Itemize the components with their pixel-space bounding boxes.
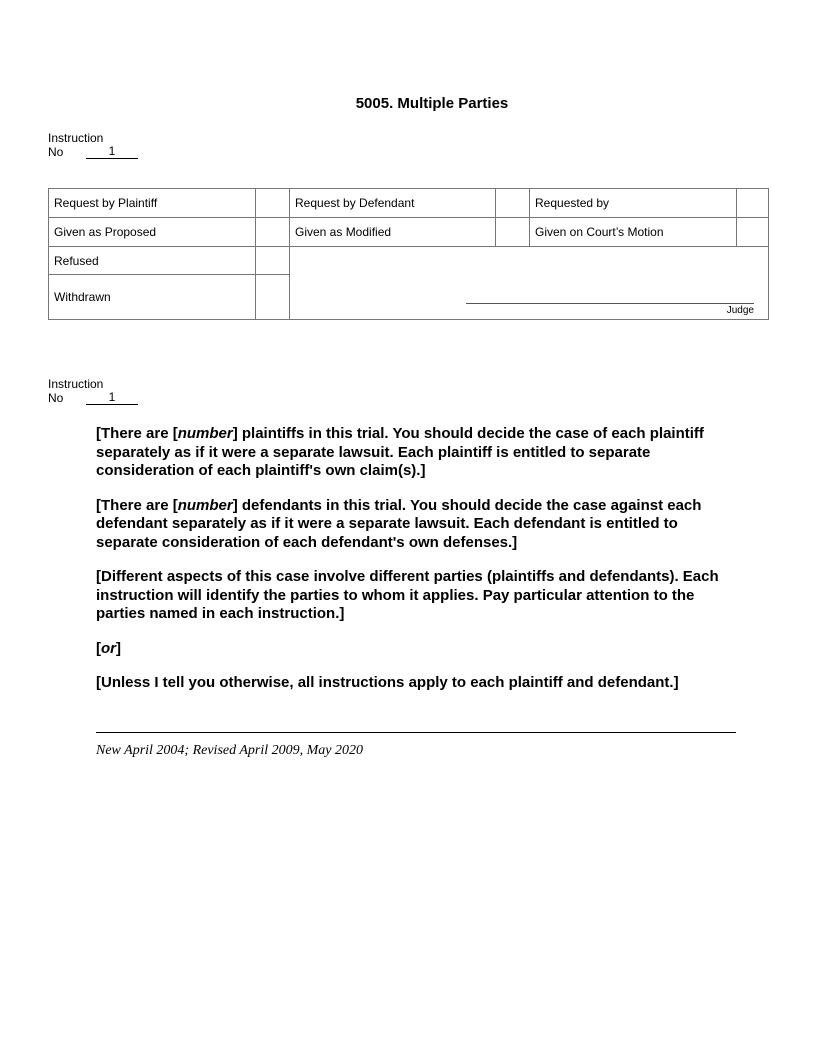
- revision-history: New April 2004; Revised April 2009, May 2020: [96, 743, 364, 758]
- paragraph-defendants: [There are [number] defendants in this trial. You should decide the case against each defendant separately as if it were a separate lawsuit. Each defendant is entitled to separate consideration of each defendant's own defenses.]: [96, 496, 702, 551]
- requested-by-label: Requested by: [530, 189, 737, 218]
- given-as-modified-checkbox[interactable]: [496, 218, 530, 247]
- given-as-proposed-label: Given as Proposed: [49, 218, 256, 247]
- document-title: 5005. Multiple Parties: [355, 95, 509, 112]
- given-on-courts-motion-label: Given on Court’s Motion: [530, 218, 737, 247]
- paragraph-different-aspects: [Different aspects of this case involve different parties (plaintiffs and defendants). Each instruction will identify the parties to whom it applies. Pay particular attention to the parties named in each instruction.]: [96, 568, 719, 622]
- paragraph-or: [or]: [96, 639, 121, 657]
- request-by-defendant-label: Request by Defendant: [290, 189, 496, 218]
- given-as-proposed-checkbox[interactable]: [256, 218, 290, 247]
- refused-label: Refused: [49, 247, 256, 275]
- instruction-number-block-top: [48, 131, 138, 159]
- given-on-courts-motion-checkbox[interactable]: [737, 218, 769, 247]
- request-by-plaintiff-checkbox[interactable]: [256, 189, 290, 218]
- judge-label: Judge: [726, 305, 754, 316]
- no-label: No: [48, 145, 64, 159]
- judge-signature-line[interactable]: [466, 303, 754, 304]
- judge-signature-area: [290, 247, 769, 320]
- request-status-table: [48, 188, 769, 320]
- instruction-number-field[interactable]: 1: [86, 145, 138, 159]
- requested-by-checkbox[interactable]: [737, 189, 769, 218]
- request-by-plaintiff-label: Request by Plaintiff: [49, 189, 256, 218]
- instruction-label: Instruction: [48, 377, 104, 391]
- instruction-number-field[interactable]: 1: [86, 391, 138, 405]
- paragraph-plaintiffs: [There are [number] plaintiffs in this trial. You should decide the case of each plaintiff separately as if it were a separate lawsuit. Each plaintiff is entitled to separate consideration of each plaintiff's own claim(s).]: [96, 425, 704, 479]
- instruction-number-block-bottom: [48, 377, 138, 405]
- instruction-label: Instruction: [48, 131, 104, 145]
- instruction-body: [96, 425, 736, 709]
- paragraph-unless: [Unless I tell you otherwise, all instructions apply to each plaintiff and defendant.]: [96, 674, 679, 691]
- refused-checkbox[interactable]: [256, 247, 290, 275]
- no-label: No: [48, 391, 64, 405]
- withdrawn-checkbox[interactable]: [256, 275, 290, 320]
- withdrawn-label: Withdrawn: [49, 275, 256, 320]
- request-by-defendant-checkbox[interactable]: [496, 189, 530, 218]
- divider-line: [96, 732, 736, 733]
- given-as-modified-label: Given as Modified: [290, 218, 496, 247]
